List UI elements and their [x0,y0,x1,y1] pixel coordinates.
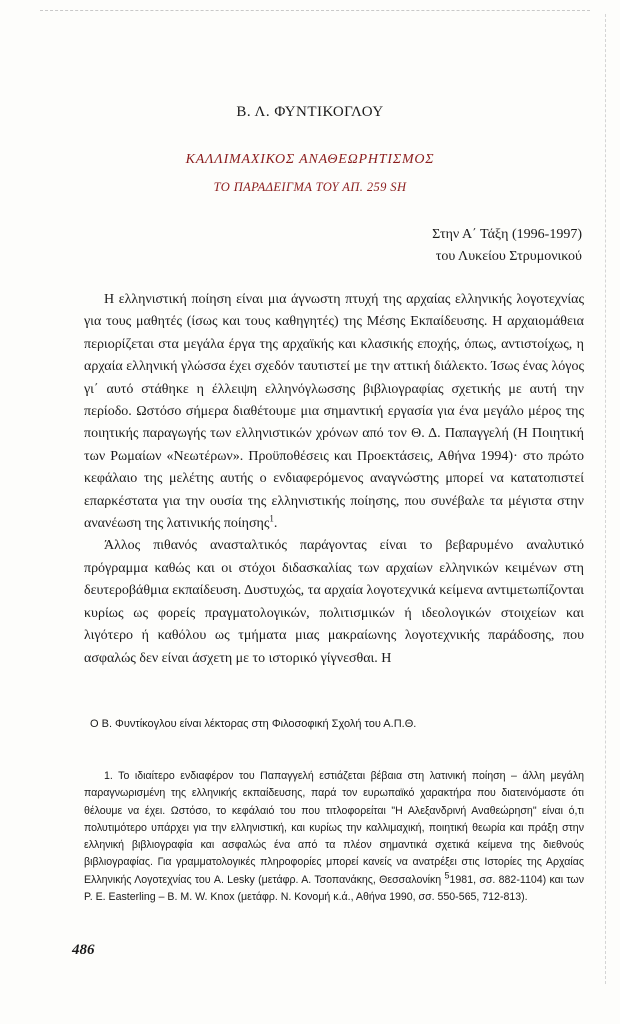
article-author: Β. Λ. ΦΥΝΤΙΚΟΓΛΟΥ [236,104,384,120]
footnote-1-text-a: 1. Το ιδιαίτερο ενδιαφέρον του Παπαγγελή εστιάζεται βέβαια στη λατινική ποίηση – άλλη μεγάλη παραγνωρισμένη της ελληνικής εκπαίδευσης, παρά τον ευρωπαϊκό χαρακτήρα που διατεινόμαστε ότι θέλουμε να έχει. Ωστόσο, το κεφάλαιό του που τιτλοφορείται "Η Αλεξανδρινή Αναθεώρηση" είναι ό,τι πολυτιμότερο υπάρχει για την ελληνιστική, και κυρίως την καλλιμαχική, ποιητική θεωρία και πράξη στην ελληνική βιβλιογραφία και ασφαλώς ένα από τα πλέον σημαντικά σχετικά κείμενα της διεθνούς βιβλιογραφίας. Για γραμματολογικές πληροφορίες μπορεί κανείς να ανατρέξει στις Ιστορίες της Αρχαίας Ελληνικής Λογοτεχνίας του A. Lesky (μετάφρ. Α. Τσοπανάκης, Θεσσαλονίκη [84,770,584,886]
author-affiliation-note: Ο Β. Φυντίκογλου είναι λέκτορας στη Φιλοσοφική Σχολή του Α.Π.Θ. [90,718,417,730]
article-body [84,289,584,670]
page-number: 486 [72,942,95,958]
footnote-1-text-b: 1981, σσ. 882-1104) και των P. E. Easterling – B. M. W. Knox (μετάφρ. Ν. Κονομή κ.ά., Αθήνα 1990, σσ. 550-565, 712-813). [84,873,584,904]
scan-edge-top [40,10,590,11]
dedication-line-2: του Λυκείου Στρυμονικού [435,249,582,264]
dedication-line-1: Στην Α΄ Τάξη (1996-1997) [432,227,582,242]
paragraph-2: Άλλος πιθανός ανασταλτικός παράγοντας είναι το βεβαρυμένο αναλυτικό πρόγραμμα καθώς και οι στόχοι διδασκαλίας των αρχαίων ελληνικών κειμένων στη δευτεροβάθμια εκπαίδευση. Δυστυχώς, τα αρχαία λογοτεχνικά κείμενα αντιμετωπίζονται κυρίως ως φορείς πραγματολογικών, πολιτισμικών ή ιδεολογικών στοιχείων και λιγότερο ή καθόλου ως τμήματα μιας μακραίωνης λογοτεχνικής παράδοσης, που ασφαλώς δεν είναι άσχετη με το ιστορικό γίγνεσθαι. Η [84,538,584,666]
paragraph-1 [84,289,584,535]
article-title: ΚΑΛΛΙΜΑΧΙΚΟΣ ΑΝΑΘΕΩΡΗΤΙΣΜΟΣ [185,152,435,167]
footnote-1 [84,768,584,906]
paragraph-1-text: Η ελληνιστική ποίηση είναι μια άγνωστη πτυχή της αρχαίας ελληνικής λογοτεχνίας για τους μαθητές (ίσως και τους καθηγητές) της Μέσης Εκπαίδευσης. Η αρχαιομάθεια περιορίζεται στα μεγάλα έργα της αρχαϊκής και κλασικής εποχής, όπως, αντιστοίχως, η αρχαία ελληνική γλώσσα έχει σχεδόν ταυτιστεί με την αττική διάλεκτο. Ίσως ένας λόγος γι΄ αυτό στάθηκε η έλλειψη ελληνόγλωσσης βιβλιογραφίας σχετικής με αυτή την περίοδο. Ωστόσο σήμερα διαθέτουμε μια σημαντική εργασία για ένα μεγάλο μέρος της ποιητικής παραγωγής των ελληνιστικών χρόνων από τον Θ. Δ. Παπαγγελή (Η Ποιητική των Ρωμαίων «Νεωτέρων». Προϋποθέσεις και Προεκτάσεις, Αθήνα 1994)· στο πρώτο κεφάλαιο της μελέτης αυτής ο ενδιαφερόμενος αναγνώστης μπορεί να κατατοπιστεί επαρκέστατα για την ουσία της ελληνιστικής ποίησης, που συνέβαλε τα μέγιστα στην ανανέωση της λατινικής ποίησης [84,292,584,532]
dedication [432,224,582,268]
paragraph-1-end: . [273,516,278,532]
footnote-reference-1[interactable]: 1 [269,513,274,524]
footnote-1-edition-sup: 5 [444,870,450,881]
article-subtitle: ΤΟ ΠΑΡΑΔΕΙΓΜΑ ΤΟΥ ΑΠ. 259 SH [213,180,407,194]
